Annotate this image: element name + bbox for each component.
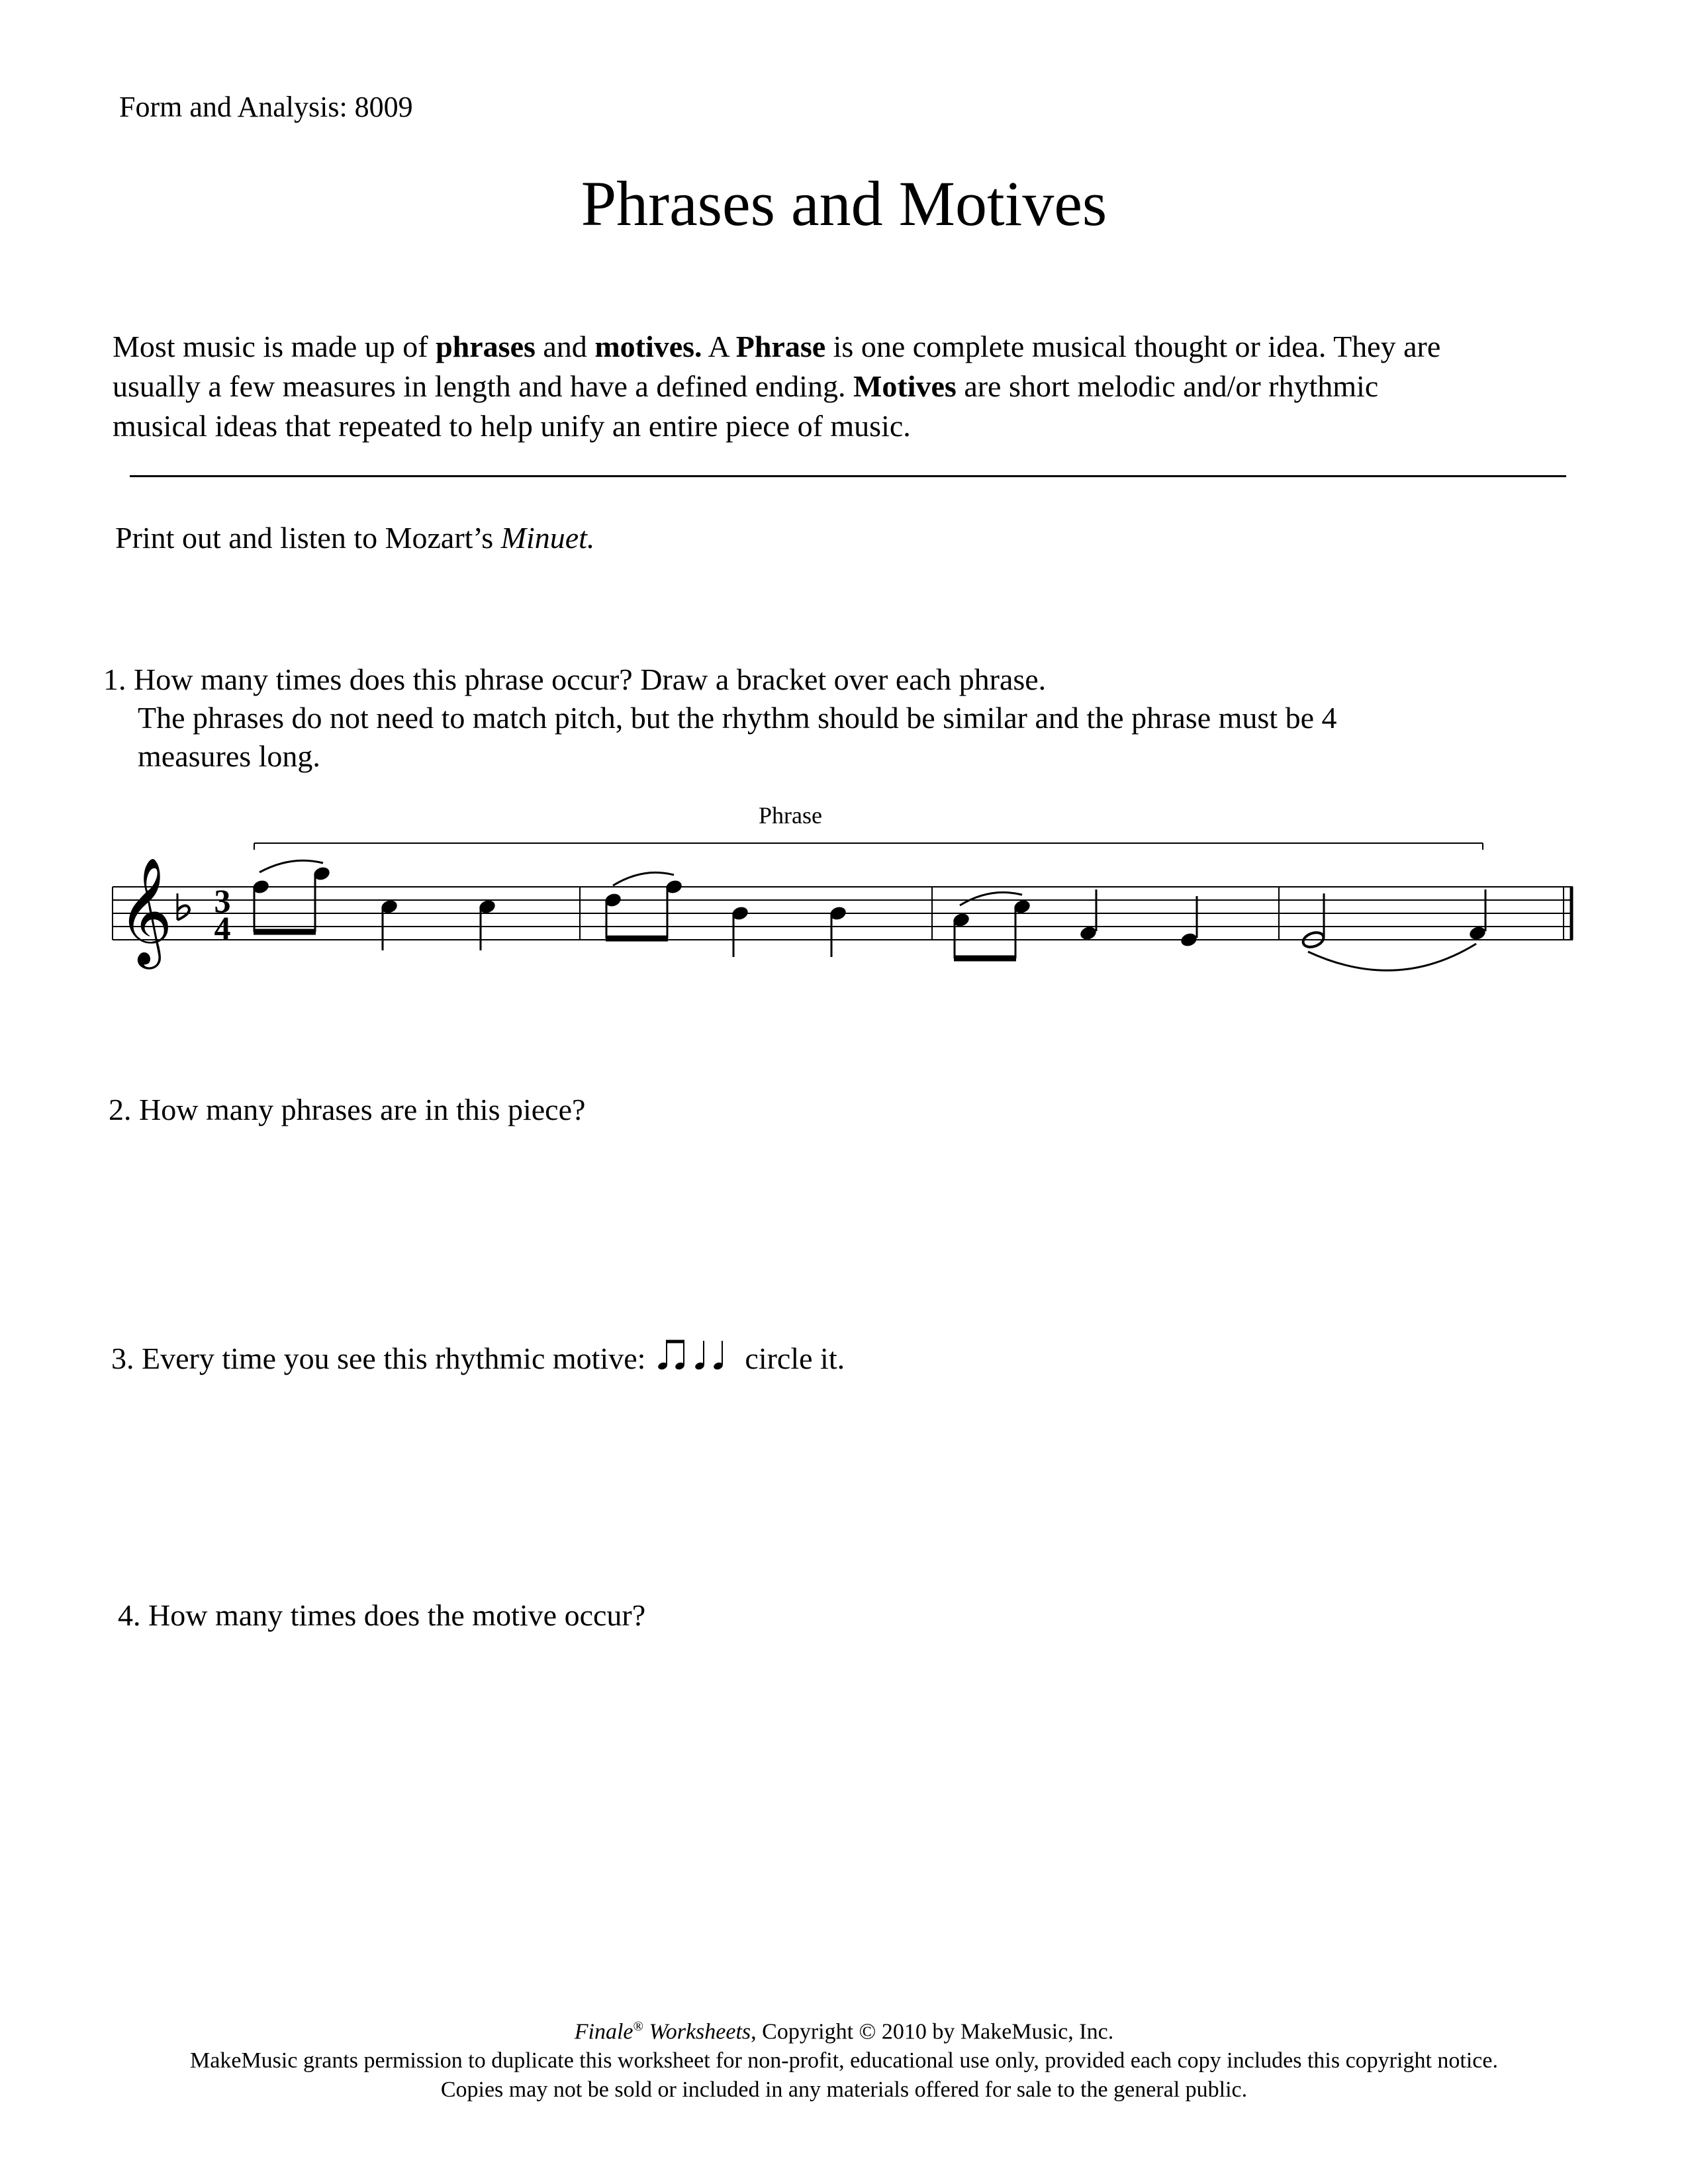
intro-text: usually a few measures in length and have a defined ending. xyxy=(113,369,853,403)
intro-text: A xyxy=(702,330,736,363)
instruction-text: Print out and listen to Mozart’s xyxy=(115,521,501,555)
page-title: Phrases and Motives xyxy=(581,168,1107,239)
treble-clef-icon: 𝄞 xyxy=(118,857,173,965)
notes xyxy=(252,860,1487,970)
slur xyxy=(613,872,674,886)
flat-icon xyxy=(177,893,189,920)
intro-text: musical ideas that repeated to help unify an entire piece of music. xyxy=(113,409,911,443)
phrase-label: Phrase xyxy=(759,802,822,829)
question-1 xyxy=(103,660,1493,776)
footer-brand-worksheets: Worksheets xyxy=(643,2019,751,2044)
worksheet-header: Form and Analysis: 8009 xyxy=(119,91,413,123)
intro-text: are short melodic and/or rhythmic xyxy=(956,369,1379,403)
note-E4-quarter xyxy=(1180,931,1199,948)
question-1-text: 1. How many times does this phrase occur? Draw a bracket over each phrase. xyxy=(103,662,1047,696)
question-3-text: 3. Every time you see this rhythmic motive: xyxy=(111,1342,646,1375)
footer-restriction: Copies may not be sold or included in any materials offered for sale to the general public. xyxy=(440,2077,1248,2103)
time-signature-top: 3 xyxy=(214,882,231,919)
intro-bold-phrases: phrases xyxy=(436,330,536,363)
intro-bold-motives: motives. xyxy=(594,330,702,363)
intro-paragraph xyxy=(113,327,1589,446)
question-1-detail: The phrases do not need to match pitch, but the rhythm should be similar and the phrase must be 4 xyxy=(138,701,1337,735)
slur xyxy=(1308,944,1476,970)
listening-instruction xyxy=(115,520,594,555)
question-2: 2. How many phrases are in this piece? xyxy=(109,1093,586,1126)
footer-copyright: , Copyright © 2010 by MakeMusic, Inc. xyxy=(751,2019,1114,2044)
slur xyxy=(259,860,323,872)
question-4: 4. How many times does the motive occur? xyxy=(118,1598,646,1632)
intro-bold-phrase: Phrase xyxy=(735,330,826,363)
question-3-suffix: circle it. xyxy=(745,1342,845,1375)
footer-permission: MakeMusic grants permission to duplicate this worksheet for non-profit, educational use only, provided each copy includes this copyright notice. xyxy=(190,2048,1498,2073)
footer-registered-mark: ® xyxy=(633,2019,644,2034)
rhythmic-motive-icon xyxy=(656,1336,729,1373)
time-signature-bottom: 4 xyxy=(214,909,231,946)
instruction-piece-title: Minuet. xyxy=(500,521,595,555)
intro-text: Most music is made up of xyxy=(113,330,436,363)
divider-line xyxy=(130,475,1566,477)
question-1-detail-end: measures long. xyxy=(138,739,320,773)
note-F4-quarter xyxy=(1468,925,1487,941)
question-3 xyxy=(111,1336,845,1378)
music-staff-excerpt xyxy=(0,794,1688,993)
intro-bold-motives-2: Motives xyxy=(853,369,957,403)
intro-text: is one complete musical thought or idea. They are xyxy=(825,330,1441,363)
phrase-bracket xyxy=(254,843,1483,850)
footer-brand: Finale xyxy=(574,2019,633,2044)
score-svg xyxy=(0,794,1688,993)
copyright-footer xyxy=(0,2012,1688,2105)
note-E4-half xyxy=(1301,893,1326,950)
slur xyxy=(960,892,1022,905)
note-F4-quarter xyxy=(1079,925,1098,941)
intro-text: and xyxy=(535,330,595,363)
